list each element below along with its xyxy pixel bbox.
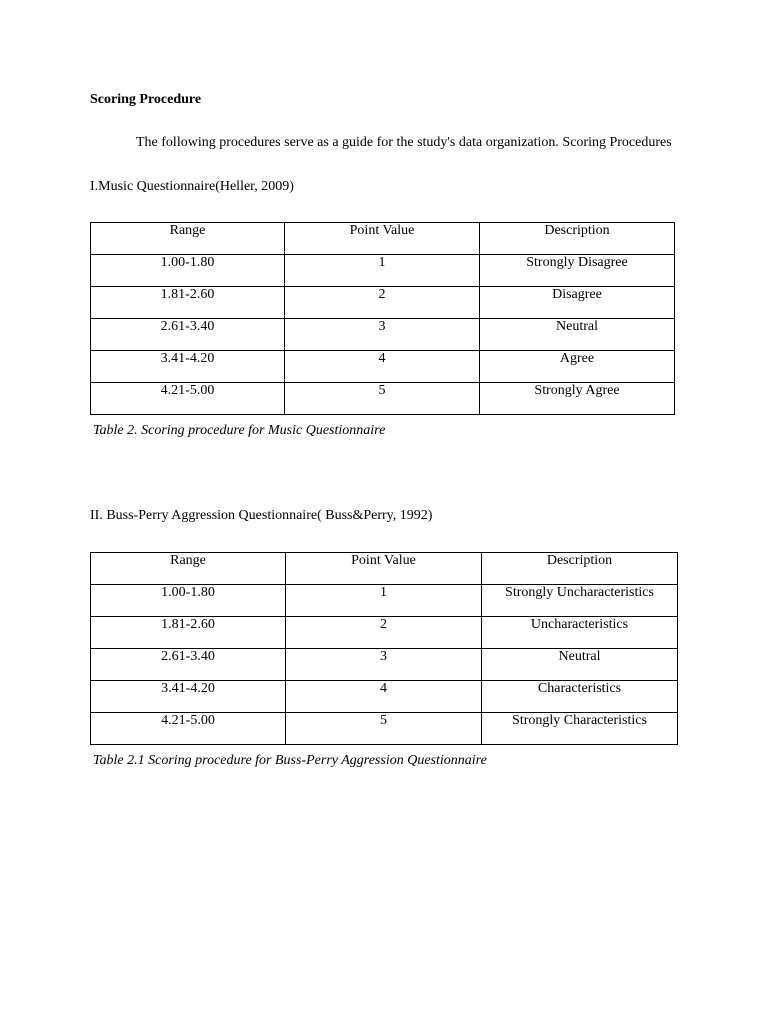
cell-point-value: 3: [286, 649, 482, 681]
table-row: [91, 617, 678, 649]
table-row: [91, 383, 675, 415]
cell-description: Strongly Agree: [480, 383, 675, 415]
page-heading: Scoring Procedure: [90, 92, 202, 107]
cell-range: 1.81-2.60: [91, 617, 286, 649]
table-row: [91, 681, 678, 713]
cell-description: Characteristics: [482, 681, 678, 713]
cell-range: 1.81-2.60: [91, 287, 285, 319]
header-point-value: Point Value: [286, 553, 482, 585]
cell-range: 3.41-4.20: [91, 681, 286, 713]
music-scoring-table: [90, 222, 675, 415]
cell-description: Disagree: [480, 287, 675, 319]
cell-description: Neutral: [482, 649, 678, 681]
header-point-value: Point Value: [285, 223, 480, 255]
cell-point-value: 5: [285, 383, 480, 415]
header-range: Range: [91, 223, 285, 255]
table-header-row: [91, 553, 678, 585]
table-row: [91, 585, 678, 617]
table-header-row: [91, 223, 675, 255]
cell-point-value: 4: [285, 351, 480, 383]
table-row: [91, 255, 675, 287]
cell-description: Strongly Disagree: [480, 255, 675, 287]
header-range: Range: [91, 553, 286, 585]
cell-point-value: 1: [286, 585, 482, 617]
cell-point-value: 2: [286, 617, 482, 649]
table-row: [91, 287, 675, 319]
cell-range: 4.21-5.00: [91, 383, 285, 415]
cell-description: Agree: [480, 351, 675, 383]
cell-description: Strongly Uncharacteristics: [482, 585, 678, 617]
cell-point-value: 3: [285, 319, 480, 351]
table-row: [91, 713, 678, 745]
table-row: [91, 351, 675, 383]
cell-range: 1.00-1.80: [91, 585, 286, 617]
cell-description: Uncharacteristics: [482, 617, 678, 649]
cell-point-value: 1: [285, 255, 480, 287]
cell-range: 2.61-3.40: [91, 649, 286, 681]
cell-point-value: 5: [286, 713, 482, 745]
table-caption-aggression: Table 2.1 Scoring procedure for Buss-Perry Aggression Questionnaire: [93, 753, 487, 768]
cell-range: 1.00-1.80: [91, 255, 285, 287]
cell-range: 3.41-4.20: [91, 351, 285, 383]
table-row: [91, 319, 675, 351]
cell-range: 4.21-5.00: [91, 713, 286, 745]
section-title-aggression: II. Buss-Perry Aggression Questionnaire( Buss&Perry, 1992): [90, 508, 433, 523]
header-description: Description: [480, 223, 675, 255]
aggression-scoring-table: [90, 552, 678, 745]
cell-point-value: 4: [286, 681, 482, 713]
cell-description: Neutral: [480, 319, 675, 351]
cell-point-value: 2: [285, 287, 480, 319]
table-caption-music: Table 2. Scoring procedure for Music Questionnaire: [93, 423, 386, 438]
table-row: [91, 649, 678, 681]
intro-paragraph: The following procedures serve as a guide for the study's data organization. Scoring Procedures: [136, 135, 672, 150]
section-title-music: I.Music Questionnaire(Heller, 2009): [90, 179, 294, 194]
cell-description: Strongly Characteristics: [482, 713, 678, 745]
header-description: Description: [482, 553, 678, 585]
cell-range: 2.61-3.40: [91, 319, 285, 351]
